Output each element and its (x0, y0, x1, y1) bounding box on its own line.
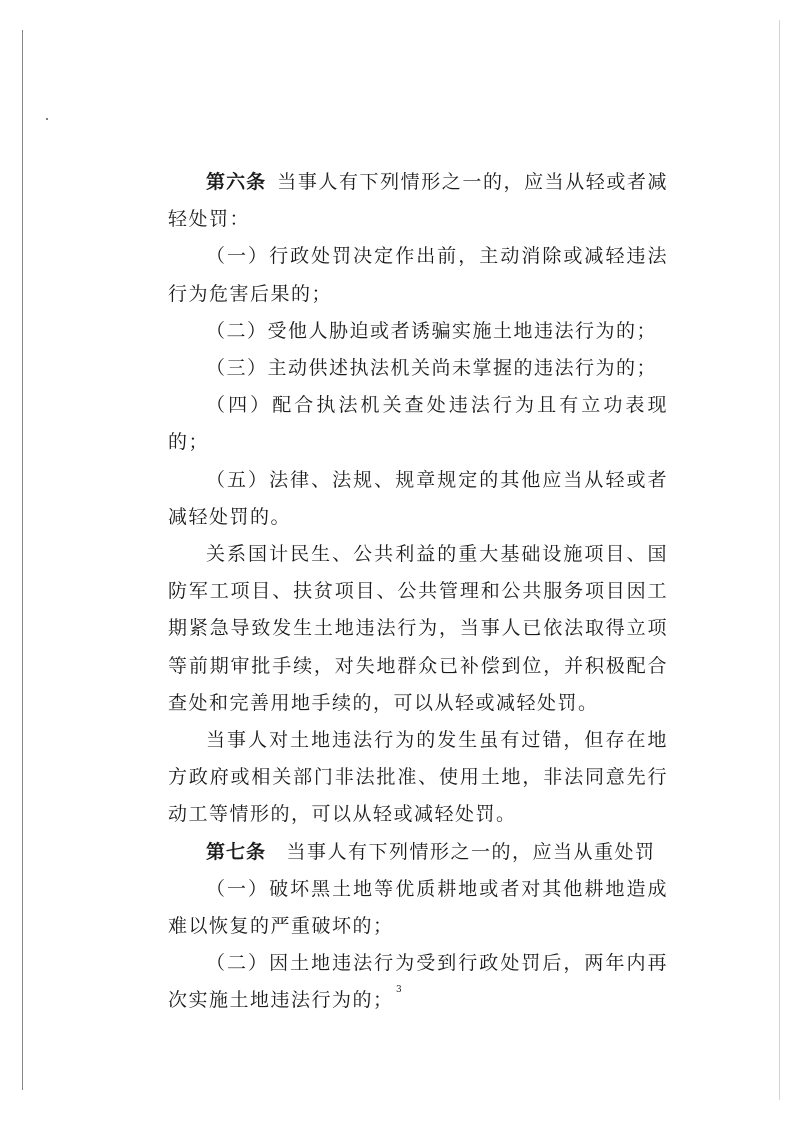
document-body (168, 164, 668, 1020)
article-7-heading: 第七条 (206, 840, 267, 863)
article-7-lead-paragraph (168, 834, 668, 871)
article-6-lead: 当事人有下列情形之一的，应当从轻或者减轻处罚： (168, 171, 668, 231)
article-6-paragraph-1: 关系国计民生、公共利益的重大基础设施项目、国防军工项目、扶贫项目、公共管理和公共服务项目因工期紧急导致发生土地违法行为，当事人已依法取得立项等前期审批手续，对失地群众已补偿到位，并积极配合查处和完善用地手续的，可以从轻或减轻处罚。 (168, 543, 668, 714)
article-6-heading: 第六条 (206, 171, 267, 193)
article-7-item-2: （二）因土地违法行为受到行政处罚后，两年内再次实施土地违法行为的； (168, 952, 668, 1012)
article-6-item-3: （三）主动供述执法机关尚未掌握的违法行为的； (206, 357, 658, 380)
article-6-item-5: （五）法律、法规、规章规定的其他应当从轻或者减轻处罚的。 (168, 468, 668, 528)
article-6-lead-paragraph (168, 164, 668, 238)
article-6-item-1: （一）行政处罚决定作出前，主动消除或减轻违法行为危害后果的； (168, 245, 668, 305)
scan-edge-line-right (779, 20, 780, 1100)
article-7-lead: 当事人有下列情形之一的，应当从重处罚 (286, 840, 656, 863)
scan-edge-line (22, 30, 23, 1090)
article-6-paragraph-2: 当事人对土地违法行为的发生虽有过错，但存在地方政府或相关部门非法批准、使用土地，非法同意先行动工等情形的，可以从轻或减轻处罚。 (168, 729, 668, 826)
article-6-item-4: （四）配合执法机关查处违法行为且有立功表现的； (168, 394, 668, 454)
page-number: 3 (396, 985, 402, 995)
article-7-item-1: （一）破坏黑土地等优质耕地或者对其他耕地造成难以恢复的严重破坏的； (168, 877, 668, 938)
article-6-item-2: （二）受他人胁迫或者诱骗实施土地违法行为的； (206, 319, 658, 342)
scan-speck (46, 118, 48, 120)
